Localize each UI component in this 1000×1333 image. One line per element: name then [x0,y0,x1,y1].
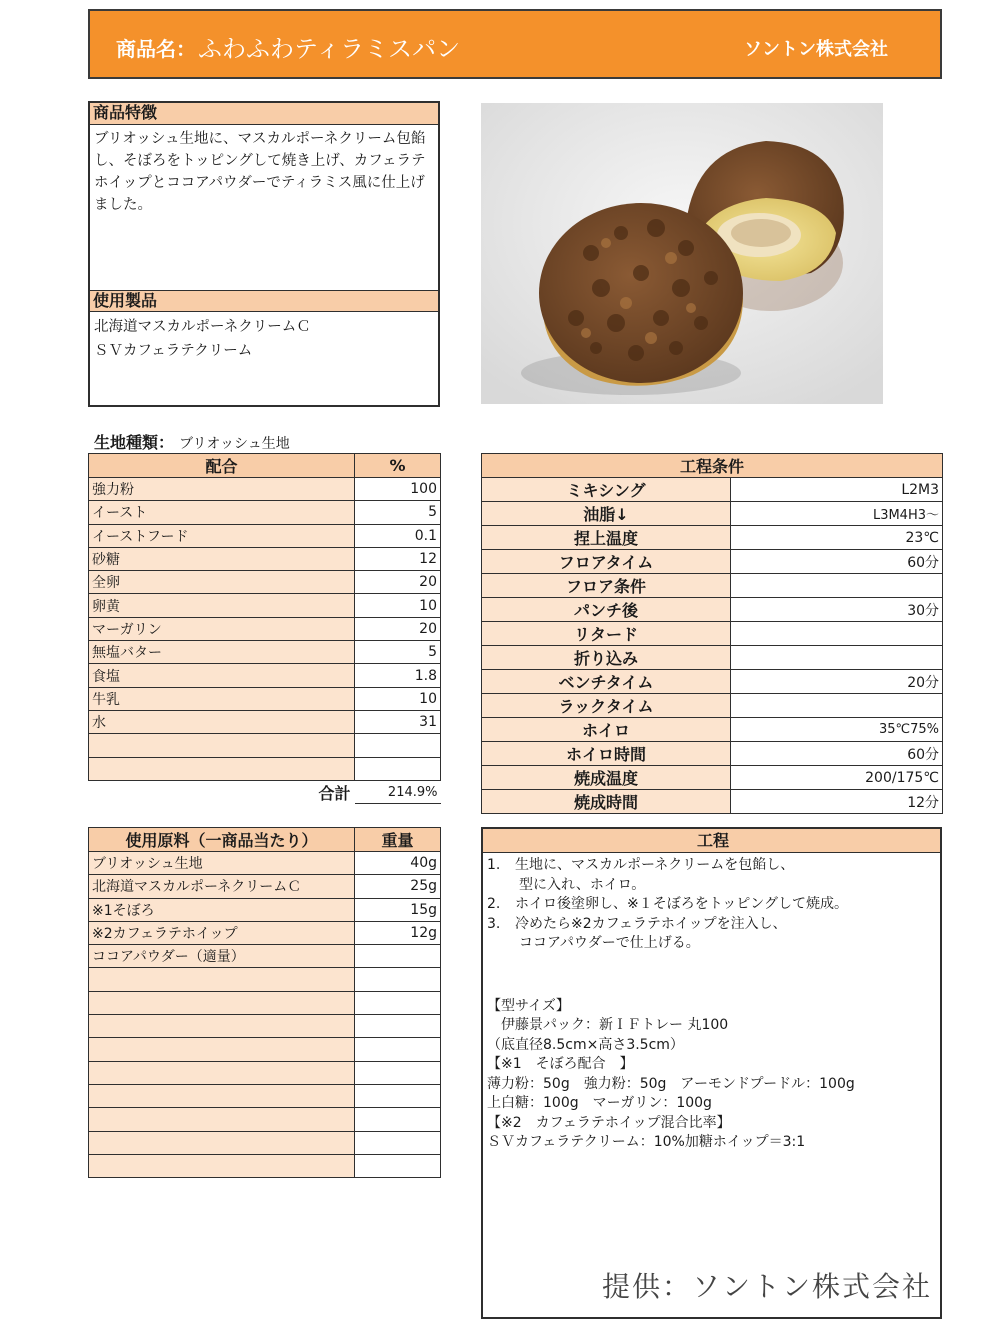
ingredient-name: 牛乳 [89,687,355,710]
table-row [89,921,441,944]
material-name [89,1038,355,1061]
header-bar [88,9,942,79]
features-text: ブリオッシュ生地に、マスカルポーネクリーム包餡し、そぼろをトッピングして焼き上げ、カフェラテホイップとココアパウダーでティラミス風に仕上げました。 [94,131,426,213]
table-row [89,1015,441,1038]
material-name [89,1108,355,1131]
material-name: ※2カフェラテホイップ [89,921,355,944]
table-row [482,478,943,502]
table-row [89,991,441,1014]
company-name: ソントン株式会社 [744,39,888,60]
ingredient-percent: 5 [355,641,441,664]
table-row [89,524,441,547]
conditions-table [481,453,943,814]
process-box [481,827,942,1319]
credit-text: 提供：ソントン株式会社 [601,1270,932,1303]
ingredient-name: 無塩バター [89,641,355,664]
material-weight: 40g [355,852,441,875]
material-name: ※1そぼろ [89,898,355,921]
conditions-header: 工程条件 [482,454,943,478]
condition-name: 折り込み [482,646,731,670]
table-row [89,1038,441,1061]
condition-value: 200/175℃ [731,766,943,790]
table-row [89,898,441,921]
table-row [482,598,943,622]
material-weight: 12g [355,921,441,944]
recipe-total-label: 合計 [318,783,351,803]
step-number: 1. [487,857,501,873]
condition-name: ラックタイム [482,694,731,718]
condition-value: 20分 [731,670,943,694]
product-item: 北海道マスカルポーネクリームＣ [94,319,311,335]
step-text: ホイロ後塗卵し、※１そぼろをトッピングして焼成。 [515,896,849,912]
table-row [482,574,943,598]
products-heading: 使用製品 [90,290,438,312]
product-name-label: 商品名： [116,37,196,61]
material-weight [355,1038,441,1061]
table-row [89,757,441,780]
recipe-header-percent: % [355,454,441,478]
ingredient-percent: 1.8 [355,664,441,687]
condition-value: L3M4H3～ [731,502,943,526]
table-row [482,670,943,694]
table-row [89,1154,441,1177]
table-row [89,664,441,687]
material-weight [355,1061,441,1084]
process-notes [483,997,940,1153]
dough-type-label: 生地種類： [94,433,175,452]
condition-name: ベンチタイム [482,670,731,694]
ingredient-percent: 5 [355,501,441,524]
material-name: ブリオッシュ生地 [89,852,355,875]
materials-header-name: 使用原料（一商品当たり） [89,828,355,852]
material-weight: 15g [355,898,441,921]
material-name: ココアパウダー（適量） [89,945,355,968]
note-line: 【※2 カフェラテホイップ混合比率】 [487,1114,731,1131]
step-number: 3. [487,915,501,932]
table-row [89,478,441,501]
ingredient-percent: 0.1 [355,524,441,547]
ingredient-name: 砂糖 [89,547,355,570]
material-name [89,968,355,991]
materials-header-weight: 重量 [355,828,441,852]
step-number: 2. [487,896,501,912]
material-weight [355,1084,441,1107]
ingredient-percent: 31 [355,710,441,733]
table-row [482,622,943,646]
product-photo [481,103,883,404]
condition-value [731,574,943,598]
table-row [89,594,441,617]
condition-value: 23℃ [731,526,943,550]
tiramisu-bread-image [481,103,883,404]
materials-table [88,827,441,1178]
table-row [89,875,441,898]
table-row [89,1061,441,1084]
table-row [89,1131,441,1154]
ingredient-percent [355,734,441,757]
ingredient-name [89,757,355,780]
dough-type-value: ブリオッシュ生地 [179,436,290,452]
ingredient-percent: 10 [355,687,441,710]
material-name [89,1084,355,1107]
condition-value: L2M3 [731,478,943,502]
step-text: 冷めたら※2カフェラテホイップを注入し、 [515,915,787,932]
note-line: ＳＶカフェラテクリーム：10%加糖ホイップ＝3:1 [487,1134,806,1150]
step-text: 型に入れ、ホイロ。 [519,876,646,893]
material-weight [355,1154,441,1177]
ingredient-name: マーガリン [89,617,355,640]
ingredient-name: イースト [89,501,355,524]
features-heading: 商品特徴 [90,103,438,125]
condition-value [731,622,943,646]
ingredient-name: 全卵 [89,571,355,594]
condition-value [731,646,943,670]
material-name [89,991,355,1014]
condition-value [731,694,943,718]
products-list [90,312,438,366]
dough-type [94,430,290,453]
ingredient-name: 水 [89,710,355,733]
table-row [89,617,441,640]
process-heading: 工程 [483,829,940,853]
ingredient-name: 食塩 [89,664,355,687]
table-row [89,1084,441,1107]
table-row [482,502,943,526]
table-row [89,571,441,594]
table-row [482,742,943,766]
condition-name: パンチ後 [482,598,731,622]
table-row [89,687,441,710]
condition-name: ミキシング [482,478,731,502]
condition-value: 12分 [731,790,943,814]
recipe-total-value: 214.9% [355,780,441,804]
condition-name: フロア条件 [482,574,731,598]
condition-name: 焼成時間 [482,790,731,814]
material-name [89,1061,355,1084]
condition-name: ホイロ時間 [482,742,731,766]
step-text: 生地に、マスカルポーネクリームを包餡し、 [515,857,795,873]
condition-value: 30分 [731,598,943,622]
table-row [482,550,943,574]
ingredient-percent [355,757,441,780]
ingredient-percent: 12 [355,547,441,570]
material-weight: 25g [355,875,441,898]
table-row [89,734,441,757]
ingredient-percent: 100 [355,478,441,501]
ingredient-name: 卵黄 [89,594,355,617]
ingredient-name: イーストフード [89,524,355,547]
material-name: 北海道マスカルポーネクリームＣ [89,875,355,898]
ingredient-name: 強力粉 [89,478,355,501]
recipe-header-ingredient: 配合 [89,454,355,478]
table-row [482,790,943,814]
table-row [89,1108,441,1131]
ingredient-percent: 20 [355,617,441,640]
note-line: 上白糖：100g マーガリン：100g [487,1095,712,1111]
table-row [482,694,943,718]
table-row [89,852,441,875]
material-weight [355,1015,441,1038]
material-name [89,1154,355,1177]
table-row [89,547,441,570]
note-line: 薄力粉：50g 強力粉：50g アーモンドプードル：100g [487,1075,855,1092]
note-line: 【型サイズ】 [487,997,570,1014]
note-line: （底直径8.5cm×高さ3.5cm） [487,1036,684,1053]
material-weight [355,945,441,968]
process-step [487,915,936,954]
condition-value: 60分 [731,742,943,766]
note-line: 伊藤景パック：新ＩＦトレー 丸100 [487,1017,729,1033]
material-weight [355,1108,441,1131]
table-row [89,945,441,968]
condition-name: 捏上温度 [482,526,731,550]
table-row [482,526,943,550]
material-name [89,1131,355,1154]
condition-name: 油脂↓ [482,502,731,526]
condition-value: 60分 [731,550,943,574]
condition-value: 35℃75% [731,718,943,742]
recipe-total-row [89,780,441,804]
ingredient-name [89,734,355,757]
table-row [482,646,943,670]
condition-name: リタード [482,622,731,646]
process-step [487,895,936,915]
note-line: 【※1 そぼろ配合 】 [487,1056,634,1072]
table-row [89,968,441,991]
table-row [89,710,441,733]
product-name: ふわふわティラミスパン [198,35,461,63]
table-row [482,718,943,742]
condition-name: 焼成温度 [482,766,731,790]
process-step [487,856,936,895]
table-row [89,501,441,524]
step-text: ココアパウダーで仕上げる。 [519,935,700,951]
material-weight [355,991,441,1014]
condition-name: フロアタイム [482,550,731,574]
process-steps [483,853,940,957]
product-item: ＳＶカフェラテクリーム [94,343,253,359]
condition-name: ホイロ [482,718,731,742]
table-row [482,766,943,790]
recipe-table [88,453,441,804]
material-weight [355,1131,441,1154]
ingredient-percent: 20 [355,571,441,594]
material-weight [355,968,441,991]
ingredient-percent: 10 [355,594,441,617]
table-row [89,641,441,664]
material-name [89,1015,355,1038]
features-box [88,101,440,407]
